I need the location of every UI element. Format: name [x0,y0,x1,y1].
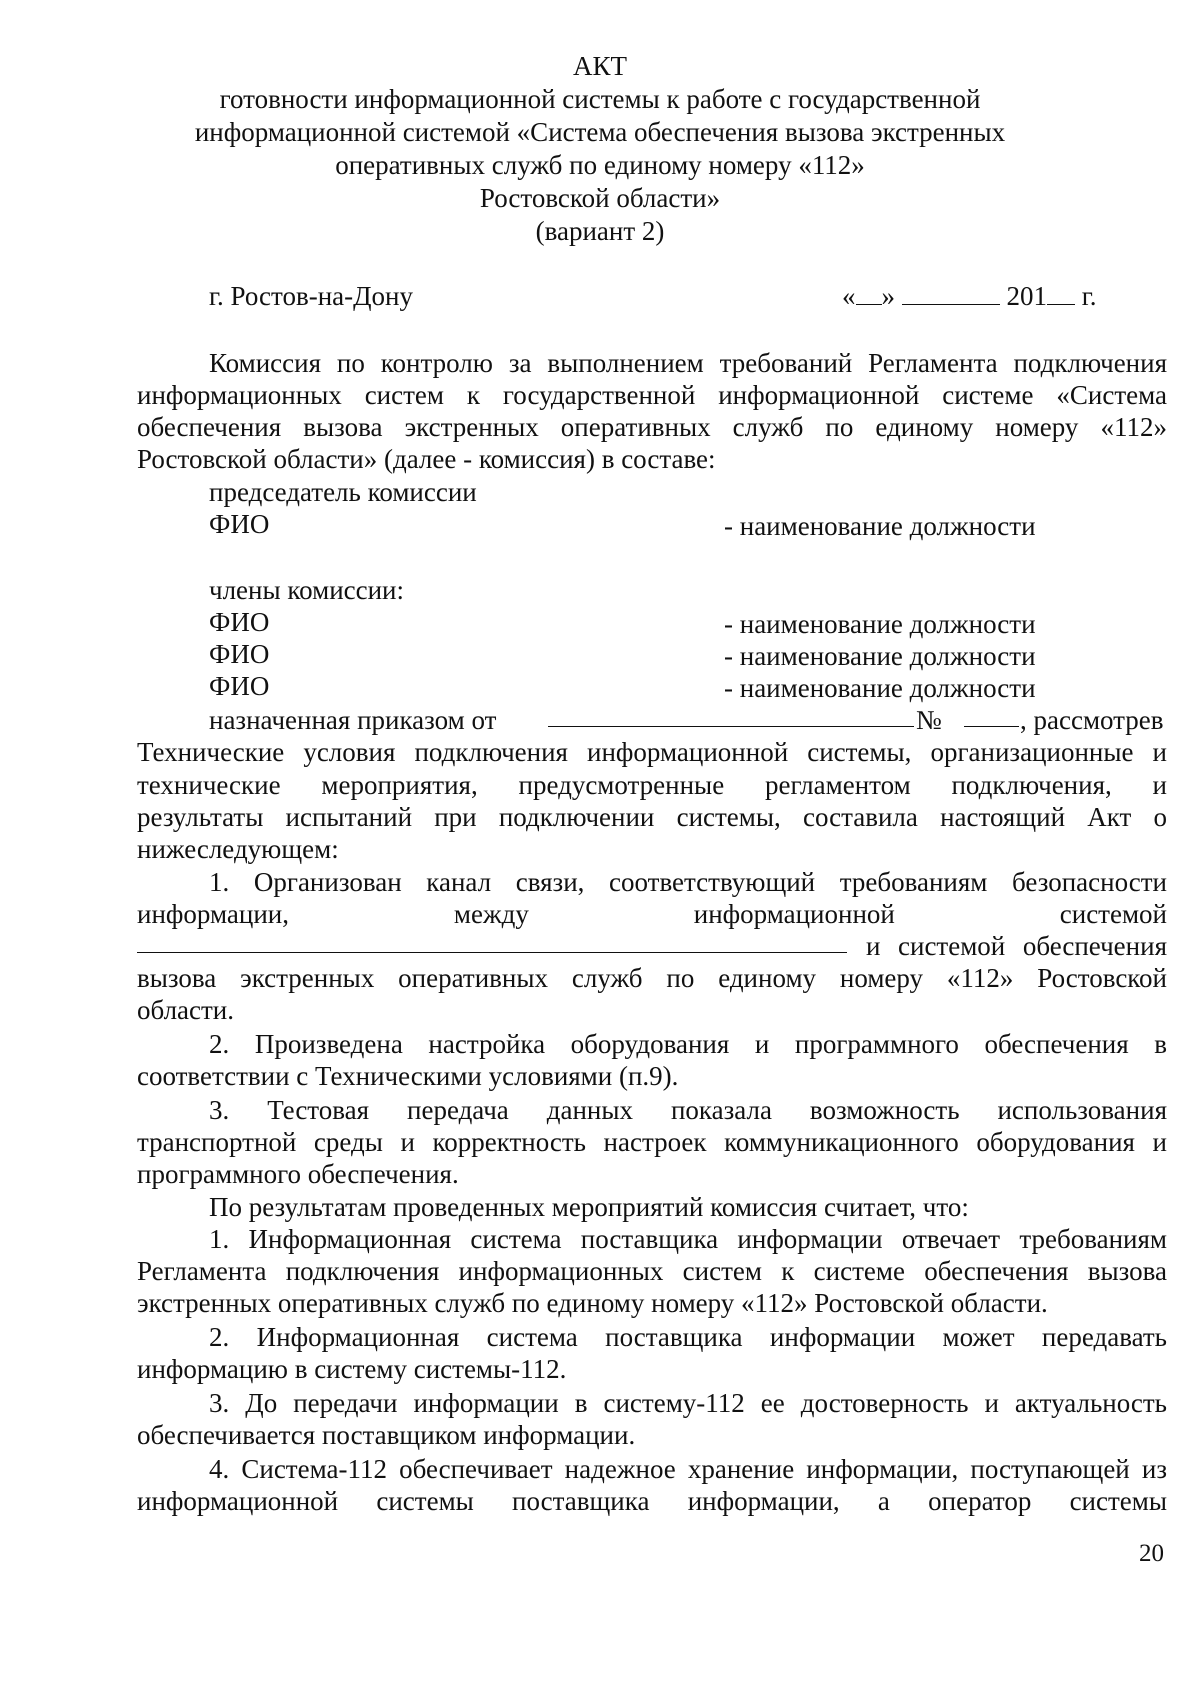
conclusion-line: обеспечивается поставщиком информации. [137,1420,636,1450]
member-position: - наименование должности [724,641,1036,671]
order-line: нижеследующем: [137,834,339,864]
document-header [0,50,1200,248]
conclusion-intro: По результатам проведенных мероприятий комиссия считает, что: [209,1192,969,1222]
intro-line: Ростовской области» (далее - комиссия) в составе: [137,444,716,474]
variant-label: (вариант 2) [535,216,665,246]
order-line: технические мероприятия, предусмотренные регламентом подключения, и [137,770,1167,800]
subtitle-line: Ростовской области» [479,183,721,213]
order-date-blank [548,704,914,727]
page-number: 20 [1139,1539,1164,1567]
conclusion-line: информационной системы поставщика информации, а оператор системы [137,1486,1167,1516]
member-position: - наименование должности [724,609,1036,639]
intro-line: Комиссия по контролю за выполнением требований Регламента подключения [209,348,1167,378]
conclusion-line: информацию в систему системы-112. [137,1354,567,1384]
member-name: ФИО [209,639,270,669]
document-title: АКТ [573,51,627,81]
finding-line: и системой обеспечения [866,931,1167,961]
finding-line: транспортной среды и корректность настроек коммуникационного оборудования и [137,1127,1167,1157]
finding-line: вызова экстренных оперативных служб по единому номеру «112» Ростовской [137,963,1167,993]
subtitle-line: готовности информационной системы к работе с государственной [219,84,981,114]
member-name: ФИО [209,671,270,701]
day-blank [856,282,882,305]
intro-line: обеспечения вызова экстренных оперативных служб по единому номеру «112» [137,412,1167,442]
member-name: ФИО [209,607,270,637]
order-line: Технические условия подключения информационной системы, организационные и [137,737,1167,767]
conclusion-line: 1. Информационная система поставщика информации отвечает требованиям [209,1224,1167,1254]
finding-line: 2. Произведена настройка оборудования и программного обеспечения в [209,1029,1167,1059]
system-name-blank [137,930,847,953]
finding-line: информации, между информационной системой [137,899,1167,929]
subtitle-line: информационной системой «Система обеспечения вызова экстренных [194,117,1006,147]
finding-line: 3. Тестовая передача данных показала возможность использования [209,1095,1167,1125]
finding-line: соответствии с Техническими условиями (п.9). [137,1061,679,1091]
order-label: назначенная приказом от [209,705,497,735]
year-blank [1047,282,1075,305]
date-field: « » 201 г. [842,281,1097,311]
order-tail: , рассмотрев [1020,705,1164,735]
order-number-blank [964,704,1019,727]
conclusion-line: Регламента подключения информационных систем к системе обеспечения вызова [137,1256,1167,1286]
member-position: - наименование должности [724,673,1036,703]
intro-line: информационных систем к государственной информационной системе «Система [137,380,1167,410]
city-label: г. Ростов-на-Дону [209,281,414,311]
conclusion-line: 3. До передачи информации в систему-112 ее достоверность и актуальность [209,1388,1167,1418]
finding-line: области. [137,995,235,1025]
members-label: члены комиссии: [209,575,405,605]
conclusion-line: 4. Система-112 обеспечивает надежное хранение информации, поступающей из [209,1454,1167,1484]
chair-name: ФИО [209,509,270,539]
conclusion-line: экстренных оперативных служб по единому номеру «112» Ростовской области. [137,1288,1048,1318]
finding-line: программного обеспечения. [137,1159,459,1189]
order-number-sign: № [916,705,942,735]
finding-line: 1. Организован канал связи, соответствующий требованиям безопасности [209,867,1167,897]
chair-position: - наименование должности [724,511,1036,541]
conclusion-line: 2. Информационная система поставщика информации может передавать [209,1322,1167,1352]
subtitle-line: оперативных служб по единому номеру «112» [335,150,865,180]
chair-label: председатель комиссии [209,477,477,507]
month-blank [902,282,1000,305]
order-line: результаты испытаний при подключении системы, составила настоящий Акт о [137,802,1167,832]
